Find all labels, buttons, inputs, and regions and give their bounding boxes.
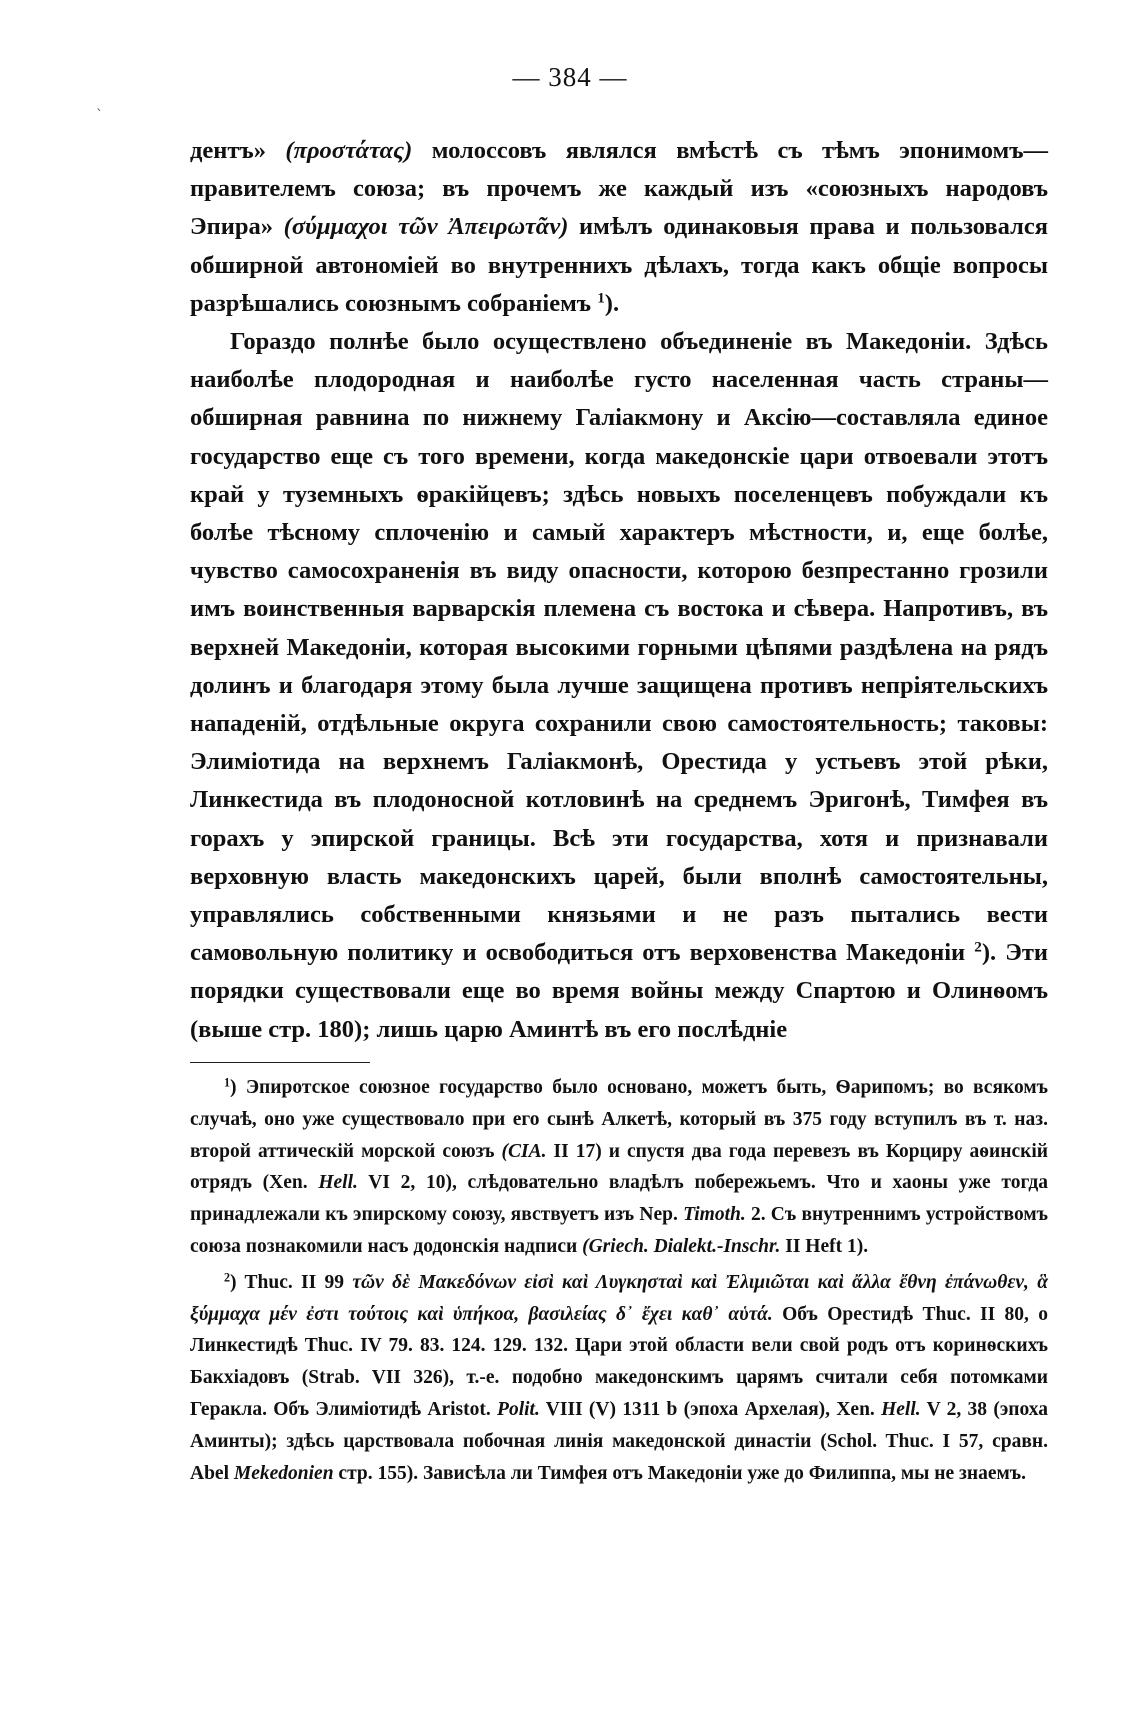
footnote-1 [190,1072,1048,1263]
text-run: ) Thuc. II 99 [230,1271,353,1293]
margin-mark: ` [96,108,103,124]
footnote-2 [190,1267,1048,1490]
citation-italic: Mekedonien [233,1462,334,1484]
footnote-mark: 2 [224,1270,231,1285]
footnote-divider [190,1062,370,1063]
paragraph-1 [190,132,1048,323]
greek-term: (σύμμαχοι τῶν Ἀπειρωτᾶν) [283,213,569,241]
text-run: II Heft 1). [780,1235,869,1257]
page-number: — 384 — [512,62,628,92]
text-run: имѣлъ одинаковыя права и пользовался обширной автономіей во внутреннихъ дѣлахъ, тогда какъ общіе вопросы разрѣшались союзнымъ собраніемъ [190,213,1048,317]
citation-italic: Hell. [318,1172,358,1194]
footnote-mark: 1 [224,1075,231,1090]
citation-italic: Timoth. [683,1204,746,1226]
text-run: 2. Съ внутреннимъ устройствомъ союза познакомили насъ додонскія надписи [190,1204,1048,1257]
text-run: VIII (V) 1311 b (эпоха Архелая), Xen. [539,1398,882,1420]
text-run: II 17) и спустя два года перевезъ въ Корциру аѳинскій отрядъ (Xen. [190,1140,1048,1194]
text-run: Объ Орестидѣ Thuc. II 80, о Линкестидѣ Thuc. IV 79. 83. 124. 129. 132. Цари этой области вели свой родъ отъ коринѳскихъ Бакхіадовъ (Strab. VII 326), т.-е. подобно македонскимъ царямъ считали себя потомками Геракла. Объ Элиміотидѣ Aristot. [190,1303,1048,1420]
citation-italic: (CIA. [501,1140,547,1162]
text-run: VI 2, 10), слѣдовательно владѣлъ побережьемъ. Что и хаоны уже тогда принадлежали къ эпирскому союзу, явствуетъ изъ Nep. [190,1172,1049,1226]
text-run: ). [604,289,620,317]
greek-term: (προστάτας) [285,137,413,164]
text-run: Гораздо полнѣе было осуществлено объединеніе въ Македоніи. Здѣсь наиболѣе плодородная и наиболѣе густо населенная часть страны—обширная равнина по нижнему Галіакмону и Аксію—составляла единое государство еще съ того времени, когда македонскіе цари отвоевали этотъ край у туземныхъ ѳракійцевъ; здѣсь новыхъ поселенцевъ побуждали къ болѣе тѣсному сплоченію и самый характеръ мѣстности, и, еще болѣе, чувство самосохраненія въ виду опасности, которою безпрестанно грозили имъ воинственныя варварскія племена съ востока и сѣвера. Напротивъ, въ верхней Македоніи, которая высокими горными цѣпями раздѣлена на рядъ долинъ и благодаря этому была лучше защищена противъ непріятельскихъ нападеній, отдѣльные округа сохранили свою самостоятельность; таковы: Элиміотида на верхнемъ Галіакмонѣ, Орестида у устьевъ этой рѣки, Линкестида въ плодоносной котловинѣ на среднемъ Эригонѣ, Тимфея въ горахъ у эпирской границы. Всѣ эти государства, хотя и признавали верховную власть македонскихъ царей, были вполнѣ самостоятельны, управлялись собственными князьями и не разъ пытались вести самовольную политику и освободиться отъ верховенства Македоніи [190,328,1048,967]
citation-italic: Polit. [497,1398,540,1420]
text-run: ) Эпиротское союзное государство было основано, можетъ быть, Ѳарипомъ; во всякомъ случаѣ, оно уже существовало при его сынѣ Алкетѣ, который въ 375 году вступилъ въ т. наз. второй аттическій морской союзъ [190,1077,1048,1162]
text-run: молоссовъ являлся вмѣстѣ съ тѣмъ эпонимомъ—правителемъ союза; въ прочемъ же каждый изъ «союзныхъ народовъ Эпира» [190,137,1049,241]
text-run: ). Эти порядки существовали еще во время войны между Спартою и Олинѳомъ (выше стр. 180); лишь царю Аминтѣ въ его послѣдніе [190,939,1048,1043]
main-text [190,132,1048,1049]
citation-italic: (Griech. Dialekt.-Inschr. [582,1235,781,1257]
footnotes [190,1072,1048,1489]
paragraph-2 [190,323,1048,1049]
footnote-ref: 2 [974,938,982,956]
citation-italic: Hell. [881,1398,921,1420]
footnote-ref: 1 [597,289,605,307]
text-run: стр. 155). Зависѣла ли Тимфея отъ Македоніи уже до Филиппа, мы не знаемъ. [333,1462,1027,1484]
text-run: дентъ» [190,137,286,164]
text-run: V 2, 38 (эпоха Аминты); здѣсь царствовала побочная линія македонской династіи (Schol. Thuc. I 57, сравн. Abel [190,1398,1048,1484]
greek-quote: τῶν δὲ Μακεδόνων εἰσὶ καὶ Λυγκησταὶ καὶ Ἐλιμιῶται καὶ ἄλλα ἔθνη ἐπάνωθεν, ἃ ξύμμαχα μέν ἐστι τούτοις καὶ ὑπήκοα, βασιλείας δ᾽ ἔχει καθ᾽ αὑτά. [190,1271,1048,1325]
